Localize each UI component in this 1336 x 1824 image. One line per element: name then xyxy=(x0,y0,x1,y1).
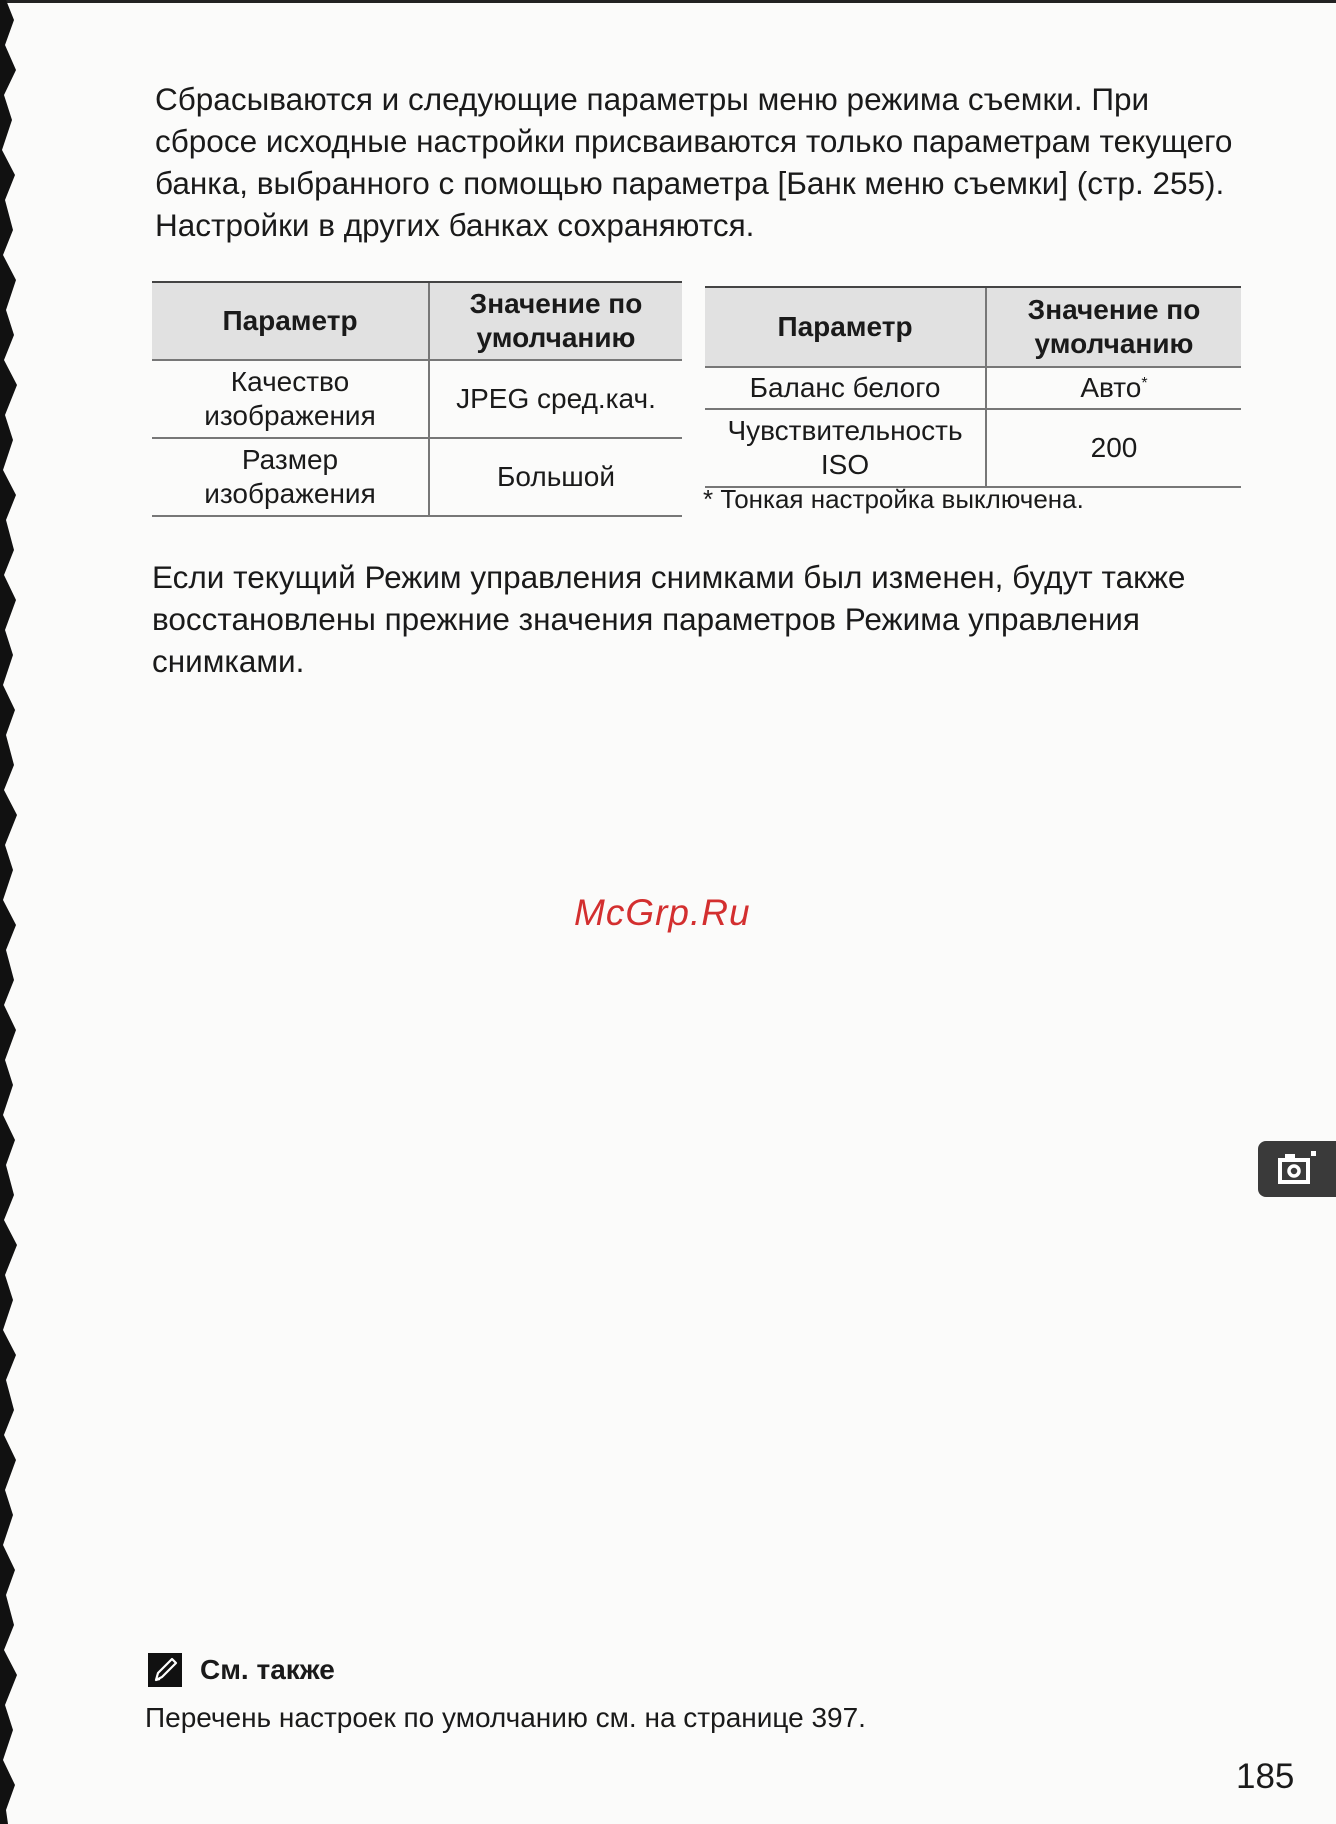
see-also-title: См. также xyxy=(200,1654,335,1685)
intro-paragraph: Сбрасываются и следующие параметры меню режима съемки. При сбросе исходные настройки присваиваются только параметрам текущего банка, выбранного с помощью параметра [Банк меню съемки] (стр. 255). Настройки в других банках сохраняются. xyxy=(155,81,1233,243)
value-cell: JPEG сред.кач. xyxy=(429,360,682,438)
value-cell xyxy=(986,367,1241,409)
binding-edge xyxy=(0,0,22,1824)
camera-icon xyxy=(1258,1141,1336,1197)
see-also-text: Перечень настроек по умолчанию см. на странице 397. xyxy=(145,1702,866,1733)
table-footnote: * Тонкая настройка выключена. xyxy=(703,484,1084,514)
header-default-value: Значение по умолчанию xyxy=(986,287,1241,367)
picture-control-paragraph: Если текущий Режим управления снимками был изменен, будут также восстановлены прежние значения параметров Режима управления снимками. xyxy=(152,559,1186,679)
header-default-value: Значение по умолчанию xyxy=(429,282,682,360)
header-parameter: Параметр xyxy=(152,282,429,360)
param-cell: Размер изображения xyxy=(152,438,429,516)
value-text: Авто xyxy=(1080,372,1142,403)
param-cell: Чувствительность ISO xyxy=(705,409,986,487)
reset-table-left xyxy=(152,281,682,517)
header-parameter: Параметр xyxy=(705,287,986,367)
footnote-mark: * xyxy=(1141,375,1148,392)
reset-table-right xyxy=(705,286,1241,488)
pencil-note-icon xyxy=(148,1653,182,1687)
page-number: 185 xyxy=(1236,1757,1295,1796)
param-cell: Баланс белого xyxy=(705,367,986,409)
table-row xyxy=(152,438,682,516)
table-row xyxy=(705,367,1241,409)
top-edge-rule xyxy=(0,0,1336,3)
param-cell: Качество изображения xyxy=(152,360,429,438)
table-header-row xyxy=(705,287,1241,367)
value-cell: Большой xyxy=(429,438,682,516)
table-row xyxy=(152,360,682,438)
table-row xyxy=(705,409,1241,487)
section-tab[interactable] xyxy=(1258,1141,1336,1197)
value-cell: 200 xyxy=(986,409,1241,487)
table-header-row xyxy=(152,282,682,360)
watermark-text[interactable]: McGrp.Ru xyxy=(574,892,751,933)
